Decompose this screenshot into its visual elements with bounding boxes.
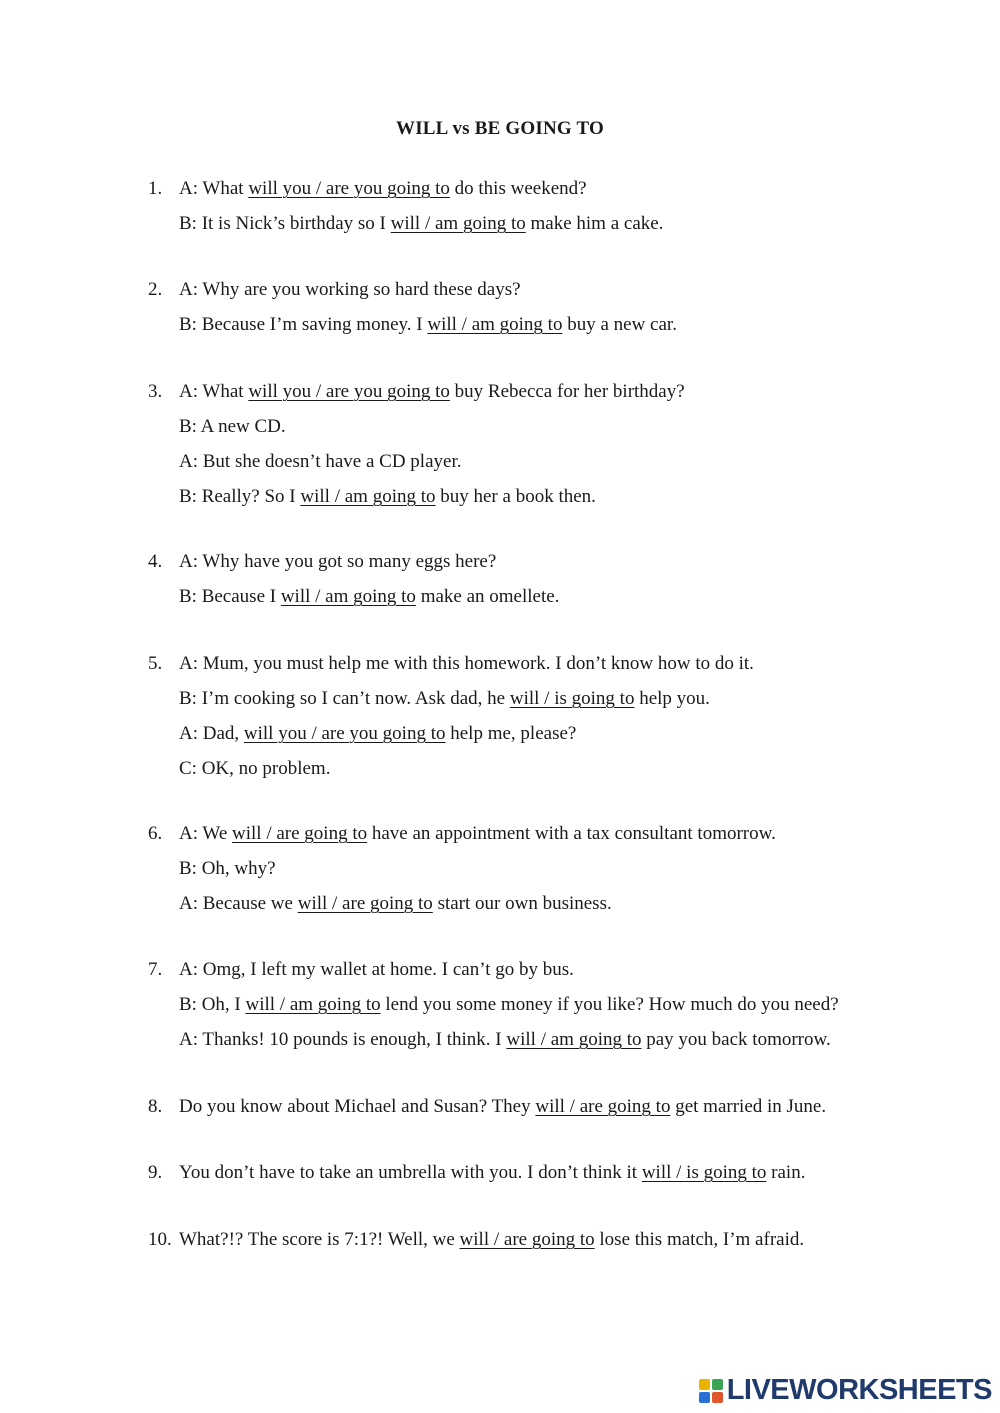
- line-text-before: B: Because I’m saving money. I: [179, 314, 428, 335]
- choice-option[interactable]: will / am going to: [390, 213, 526, 234]
- line-text-before: A: We: [179, 823, 233, 844]
- line-text-before: A: But she doesn’t have a CD player.: [179, 451, 462, 472]
- choice-option[interactable]: will / am going to: [280, 586, 416, 607]
- item-number: 10.: [148, 1229, 172, 1250]
- line-text-after: rain.: [766, 1162, 806, 1183]
- logo-square-2: [712, 1379, 723, 1390]
- line-text-before: B: Oh, why?: [179, 858, 276, 879]
- choice-option[interactable]: will / are going to: [535, 1096, 671, 1117]
- line-text: [179, 1029, 831, 1051]
- choice-option[interactable]: will you / are you going to: [243, 723, 446, 744]
- exercise-line: [148, 994, 928, 1029]
- exercise-line: [148, 451, 928, 486]
- exercise-line: [148, 1229, 928, 1264]
- line-text-before: A: Omg, I left my wallet at home. I can’t go by bus.: [179, 959, 574, 980]
- exercise-line: [148, 688, 928, 723]
- exercise-line: [148, 486, 928, 521]
- line-text: [179, 688, 710, 710]
- exercise-line: [148, 314, 928, 349]
- item-number: 7.: [148, 959, 163, 980]
- line-text: [179, 994, 839, 1016]
- item-number: 5.: [148, 653, 163, 674]
- line-text-after: have an appointment with a tax consultant tomorrow.: [367, 823, 776, 844]
- line-text-before: B: Really? So I: [179, 486, 301, 507]
- line-text: [179, 451, 462, 473]
- line-text-before: B: A new CD.: [179, 416, 286, 437]
- exercise-item: [148, 551, 928, 621]
- item-number: 1.: [148, 178, 163, 199]
- line-text: [179, 1162, 805, 1184]
- exercise-line: [148, 1162, 928, 1197]
- line-text: [179, 723, 576, 745]
- line-text-before: A: Why are you working so hard these days?: [179, 279, 521, 300]
- line-text-before: B: Oh, I: [179, 994, 246, 1015]
- line-text-before: A: Because we: [179, 893, 298, 914]
- choice-option[interactable]: will you / are you going to: [248, 178, 450, 199]
- line-text: [179, 416, 286, 438]
- line-text-after: buy Rebecca for her birthday?: [449, 381, 685, 402]
- line-text-after: help me, please?: [445, 723, 577, 744]
- line-text-after: help you.: [634, 688, 710, 709]
- line-text: [179, 586, 559, 608]
- exercise-line: [148, 653, 928, 688]
- exercise-line: [148, 758, 928, 793]
- line-text-before: A: What: [179, 381, 249, 402]
- line-text: [179, 823, 776, 845]
- logo-square-1: [699, 1379, 710, 1390]
- choice-option[interactable]: will / are going to: [297, 893, 433, 914]
- worksheet-title: WILL vs BE GOING TO: [396, 118, 604, 139]
- item-number: 9.: [148, 1162, 163, 1183]
- line-text-after: lend you some money if you like? How much do you need?: [380, 994, 839, 1015]
- item-number: 8.: [148, 1096, 163, 1117]
- line-text: [179, 551, 496, 573]
- exercise-line: [148, 1029, 928, 1064]
- line-text: [179, 279, 521, 301]
- exercise-item: [148, 178, 928, 248]
- exercise-line: [148, 1096, 928, 1131]
- exercise-item: [148, 653, 928, 793]
- exercise-item: [148, 381, 928, 521]
- line-text: [179, 486, 596, 508]
- exercise-line: [148, 551, 928, 586]
- line-text-after: pay you back tomorrow.: [641, 1029, 831, 1050]
- brand-name: LIVEWORKSHEETS: [726, 1374, 992, 1406]
- item-number: 6.: [148, 823, 163, 844]
- liveworksheets-logo-icon: [699, 1379, 723, 1403]
- choice-option[interactable]: will / am going to: [427, 314, 563, 335]
- choice-option[interactable]: will / am going to: [245, 994, 381, 1015]
- choice-option[interactable]: will / is going to: [509, 688, 635, 709]
- line-text: [179, 858, 276, 880]
- line-text: [179, 213, 663, 235]
- exercise-line: [148, 178, 928, 213]
- line-text-after: do this weekend?: [449, 178, 587, 199]
- logo-square-4: [712, 1392, 723, 1403]
- line-text-after: buy a new car.: [562, 314, 677, 335]
- exercise-line: [148, 416, 928, 451]
- line-text: [179, 959, 574, 981]
- line-text-before: What?!? The score is 7:1?! Well, we: [179, 1229, 460, 1250]
- line-text: [179, 893, 612, 915]
- line-text-after: lose this match, I’m afraid.: [594, 1229, 805, 1250]
- line-text-after: start our own business.: [432, 893, 612, 914]
- exercise-line: [148, 823, 928, 858]
- exercise-item: [148, 823, 928, 928]
- exercise-line: [148, 279, 928, 314]
- choice-option[interactable]: will / are going to: [459, 1229, 595, 1250]
- line-text: [179, 314, 677, 336]
- item-number: 3.: [148, 381, 163, 402]
- item-number: 4.: [148, 551, 163, 572]
- exercise-line: [148, 213, 928, 248]
- liveworksheets-logo: [699, 1376, 992, 1405]
- choice-option[interactable]: will / is going to: [641, 1162, 767, 1183]
- exercise-line: [148, 893, 928, 928]
- line-text-before: B: I’m cooking so I can’t now. Ask dad, he: [179, 688, 510, 709]
- choice-option[interactable]: will / are going to: [232, 823, 368, 844]
- exercise-line: [148, 723, 928, 758]
- exercise-item: [148, 279, 928, 349]
- line-text: [179, 758, 330, 780]
- exercise-item: [148, 959, 928, 1064]
- line-text-before: B: It is Nick’s birthday so I: [179, 213, 391, 234]
- line-text-after: make an omellete.: [415, 586, 560, 607]
- line-text-before: A: Thanks! 10 pounds is enough, I think. I: [179, 1029, 507, 1050]
- line-text-before: A: Dad,: [179, 723, 244, 744]
- choice-option[interactable]: will / am going to: [300, 486, 436, 507]
- item-number: 2.: [148, 279, 163, 300]
- line-text-after: get married in June.: [670, 1096, 827, 1117]
- exercise-line: [148, 858, 928, 893]
- line-text-after: buy her a book then.: [435, 486, 596, 507]
- line-text: [179, 1096, 826, 1118]
- choice-option[interactable]: will / am going to: [506, 1029, 642, 1050]
- line-text: [179, 178, 587, 200]
- exercise-item: [148, 1096, 928, 1131]
- line-text-before: Do you know about Michael and Susan? They: [179, 1096, 536, 1117]
- line-text-before: A: What: [179, 178, 249, 199]
- exercise-line: [148, 381, 928, 416]
- exercise-item: [148, 1162, 928, 1197]
- line-text-before: B: Because I: [179, 586, 281, 607]
- exercise-line: [148, 959, 928, 994]
- line-text-before: You don’t have to take an umbrella with you. I don’t think it: [179, 1162, 642, 1183]
- line-text: [179, 653, 754, 675]
- exercise-item: [148, 1229, 928, 1264]
- line-text-before: A: Mum, you must help me with this homework. I don’t know how to do it.: [179, 653, 754, 674]
- logo-square-3: [699, 1392, 710, 1403]
- choice-option[interactable]: will you / are you going to: [248, 381, 450, 402]
- line-text-before: A: Why have you got so many eggs here?: [179, 551, 497, 572]
- line-text: [179, 1229, 804, 1251]
- line-text-after: make him a cake.: [525, 213, 664, 234]
- line-text: [179, 381, 685, 403]
- line-text-before: C: OK, no problem.: [179, 758, 331, 779]
- exercise-line: [148, 586, 928, 621]
